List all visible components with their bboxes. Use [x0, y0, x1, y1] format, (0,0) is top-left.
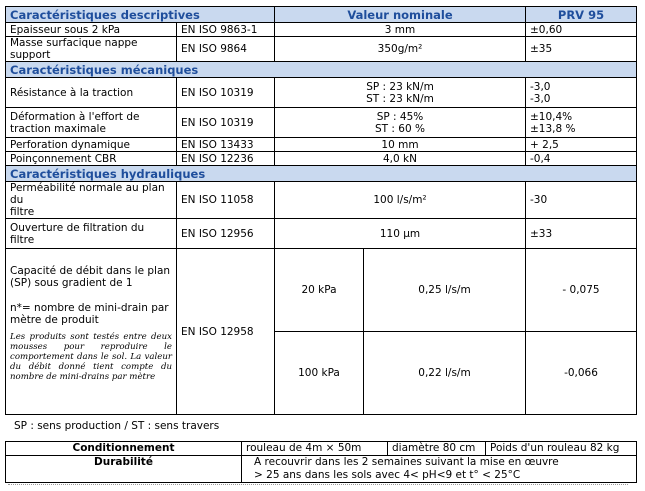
section-title-mecaniques: Caractéristiques mécaniques — [6, 62, 637, 78]
property-name-line: (SP) sous gradient de 1 — [10, 277, 133, 289]
roll-weight: Poids d'un rouleau 82 kg — [486, 442, 637, 456]
norm-cell: EN ISO 10319 — [177, 108, 275, 138]
abbreviation-legend: SP : sens production / ST : sens travers — [14, 420, 220, 432]
property-name-line: Ouverture de filtration du — [10, 221, 145, 234]
table-row — [6, 23, 637, 37]
value-st: ST : 60 % — [375, 122, 425, 135]
flow-cell: 0,22 l/s/m — [364, 332, 526, 415]
tolerance-sp: ±10,4% — [530, 110, 573, 123]
property-name: Epaisseur sous 2 kPa — [6, 23, 177, 37]
value-sp: SP : 45% — [376, 110, 424, 123]
norm-cell: EN ISO 11058 — [177, 182, 275, 219]
table-row — [6, 37, 637, 62]
section-mecaniques-row — [6, 62, 637, 78]
property-name: Masse surfacique nappe support — [6, 37, 177, 62]
table-row — [6, 182, 637, 219]
drain-note-line: mètre de produit — [10, 314, 99, 326]
test-note: Les produits sont testés entre deux mousses pour reproduire le comportement dans le sol. La valeur du débit donné tient compte du nombre de mini-drains par mètre — [10, 332, 172, 382]
property-name-line: filtre — [10, 233, 35, 246]
property-name — [6, 219, 177, 249]
tolerance-cell: -30 — [526, 182, 637, 219]
conditioning-label: Conditionnement — [6, 442, 242, 456]
norm-cell: EN ISO 12236 — [177, 152, 275, 166]
value-cell: 3 mm — [275, 23, 526, 37]
section-title-descriptives: Caractéristiques descriptives — [6, 7, 275, 23]
property-name-line: traction maximale — [10, 122, 106, 135]
property-name-line: Déformation à l'effort de — [10, 110, 140, 123]
tolerance-cell: -0,4 — [526, 152, 637, 166]
pressure-cell: 20 kPa — [275, 249, 364, 332]
tolerance-cell: ±33 — [526, 219, 637, 249]
property-name-line: Capacité de débit dans le plan — [10, 265, 171, 277]
pressure-cell: 100 kPa — [275, 332, 364, 415]
property-name-line: Perméabilité normale au plan du — [10, 182, 165, 206]
norm-cell: EN ISO 12956 — [177, 219, 275, 249]
conditioning-row — [6, 442, 637, 456]
table-row — [6, 219, 637, 249]
tolerance-sp: -3,0 — [530, 80, 551, 93]
durability-line: A recouvrir dans les 2 semaines suivant la mise en œuvre — [254, 456, 559, 468]
norm-cell: EN ISO 10319 — [177, 78, 275, 108]
roll-size: rouleau de 4m × 50m — [242, 442, 388, 456]
tolerance-st: ±13,8 % — [530, 122, 576, 135]
value-cell: 10 mm — [275, 138, 526, 152]
value-cell — [275, 108, 526, 138]
tolerance-cell: -0,066 — [526, 332, 637, 415]
flow-cell: 0,25 l/s/m — [364, 249, 526, 332]
roll-diameter: diamètre 80 cm — [388, 442, 486, 456]
table-row — [6, 138, 637, 152]
tolerance-cell: - 0,075 — [526, 249, 637, 332]
nominal-value-header: Valeur nominale — [275, 7, 526, 23]
value-cell: 4,0 kN — [275, 152, 526, 166]
durability-row — [6, 456, 637, 483]
durability-text — [242, 456, 637, 483]
property-name — [6, 108, 177, 138]
durability-label: Durabilité — [6, 456, 242, 483]
property-name: Résistance à la traction — [6, 78, 177, 108]
value-cell: 110 µm — [275, 219, 526, 249]
section-hydrauliques-row — [6, 166, 637, 182]
table-row — [6, 152, 637, 166]
property-name: Poinçonnement CBR — [6, 152, 177, 166]
specs-table — [5, 6, 637, 415]
norm-cell: EN ISO 9864 — [177, 37, 275, 62]
tolerance-cell: + 2,5 — [526, 138, 637, 152]
value-cell — [275, 78, 526, 108]
norm-cell: EN ISO 9863-1 — [177, 23, 275, 37]
value-cell: 350g/m² — [275, 37, 526, 62]
property-name: Perforation dynamique — [6, 138, 177, 152]
tolerance-cell — [526, 108, 637, 138]
drain-note-line: n*= nombre de mini-drain par — [10, 302, 169, 314]
table-row — [6, 108, 637, 138]
value-cell: 100 l/s/m² — [275, 182, 526, 219]
table-row — [6, 249, 637, 332]
tolerance-cell: ±0,60 — [526, 23, 637, 37]
footer-table — [5, 441, 637, 483]
table-row — [6, 78, 637, 108]
property-name-line: filtre — [10, 206, 35, 218]
durability-line: > 25 ans dans les sols avec 4< pH<9 et t° < 25°C — [254, 469, 521, 481]
norm-cell: EN ISO 13433 — [177, 138, 275, 152]
tolerance-st: -3,0 — [530, 92, 551, 105]
capacity-description-cell — [6, 249, 177, 415]
tolerance-cell: ±35 — [526, 37, 637, 62]
section-title-hydrauliques: Caractéristiques hydrauliques — [6, 166, 637, 182]
tolerance-cell — [526, 78, 637, 108]
norm-cell: EN ISO 12958 — [177, 249, 275, 415]
property-name — [6, 182, 177, 219]
value-st: ST : 23 kN/m — [366, 92, 434, 105]
value-sp: SP : 23 kN/m — [366, 80, 434, 93]
product-header: PRV 95 — [526, 7, 637, 23]
section-descriptives-row — [6, 7, 637, 23]
